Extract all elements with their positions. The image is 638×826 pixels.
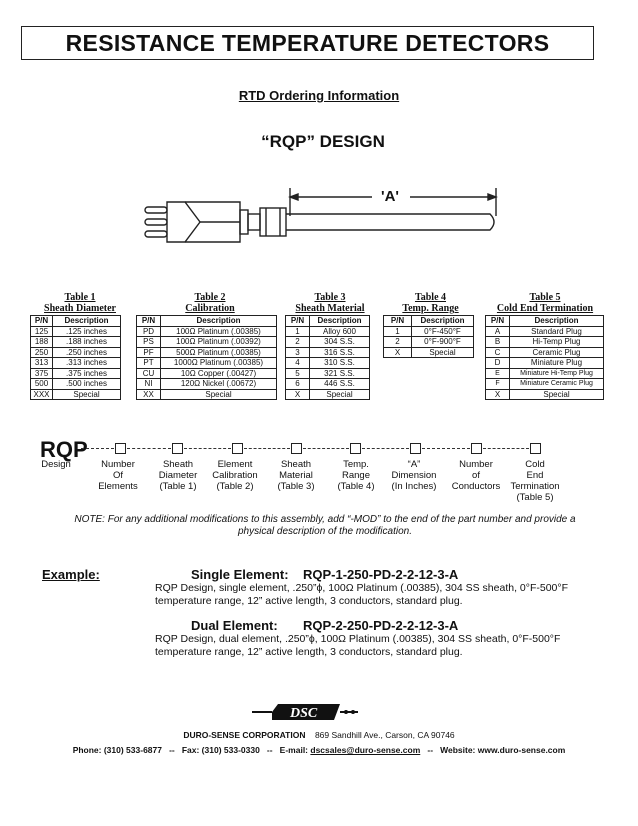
table-cell: Miniature Hi-Temp Plug <box>510 368 604 379</box>
table-header: P/N <box>486 316 510 327</box>
table-cell: 100Ω Platinum (.00385) <box>161 326 277 337</box>
table-cell: 2 <box>286 337 310 348</box>
table-row <box>486 337 604 348</box>
table-row <box>31 337 121 348</box>
table4-subtitle: Temp. Range <box>402 303 459 314</box>
table-cell: Miniature Ceramic Plug <box>510 379 604 390</box>
table-cell: B <box>486 337 510 348</box>
table-header: P/N <box>137 316 161 327</box>
fax: Fax: (310) 533-0330 <box>181 745 260 755</box>
table-header: P/N <box>384 316 412 327</box>
table-cell: Miniature Plug <box>510 358 604 369</box>
code-label-design: Design <box>41 459 71 470</box>
code-box <box>172 443 183 454</box>
table-cell: Hi-Temp Plug <box>510 337 604 348</box>
table-cell: 1 <box>286 326 310 337</box>
table-cell: .500 inches <box>53 379 121 390</box>
table-cell: 321 S.S. <box>310 368 370 379</box>
table-row <box>286 337 370 348</box>
code-dash <box>362 448 409 449</box>
code-box <box>232 443 243 454</box>
table-cell: 1 <box>384 326 412 337</box>
table-cell: 0°F-900°F <box>412 337 474 348</box>
table-cell: Alloy 600 <box>310 326 370 337</box>
table-cell: 446 S.S. <box>310 379 370 390</box>
code-box <box>350 443 361 454</box>
table-header: Description <box>412 316 474 327</box>
separator: -- <box>266 745 273 755</box>
table-cell: 5 <box>286 368 310 379</box>
table-cell: 1000Ω Platinum (.00385) <box>161 358 277 369</box>
table-row <box>384 347 474 358</box>
table-cell: .250 inches <box>53 347 121 358</box>
table-cell: .188 inches <box>53 337 121 348</box>
table-cell: 304 S.S. <box>310 337 370 348</box>
email-link[interactable]: dscsales@duro-sense.com <box>310 745 421 755</box>
table1-subtitle: Sheath Diameter <box>44 303 116 314</box>
table5-heading <box>484 292 606 314</box>
table-row <box>486 389 604 400</box>
table-row <box>137 347 277 358</box>
table-row <box>31 389 121 400</box>
table-row <box>384 337 474 348</box>
table-cell: CU <box>137 368 161 379</box>
table-cell: C <box>486 347 510 358</box>
table-row <box>286 379 370 390</box>
table-cell: XXX <box>31 389 53 400</box>
example2-title: Dual Element: <box>191 618 278 633</box>
logo-text: DSC <box>290 706 318 721</box>
dimension-a-label: 'A' <box>381 188 399 205</box>
table-row <box>31 358 121 369</box>
code-label-a-dimension: “A” Dimension (In Inches) <box>391 459 437 492</box>
example-heading: Example: <box>42 567 100 582</box>
table-cell: PT <box>137 358 161 369</box>
table-cell: 375 <box>31 368 53 379</box>
table-cell: Special <box>53 389 121 400</box>
email-label: E-mail: <box>279 745 309 755</box>
table-row <box>137 379 277 390</box>
table-cell: Special <box>310 389 370 400</box>
table-row <box>286 389 370 400</box>
title-banner <box>21 26 594 60</box>
table-cell: 100Ω Platinum (.00392) <box>161 337 277 348</box>
code-label-calibration: Element Calibration (Table 2) <box>212 459 258 492</box>
footer-contact-line <box>0 745 638 755</box>
table-row <box>137 337 277 348</box>
table2-subtitle: Calibration <box>185 303 235 314</box>
part-code-prefix: RQP <box>40 437 88 462</box>
table-cell: Ceramic Plug <box>510 347 604 358</box>
design-title: “RQP” DESIGN <box>261 132 385 151</box>
table-cell: 2 <box>384 337 412 348</box>
table-row <box>31 379 121 390</box>
table2-calibration <box>136 315 277 400</box>
table-row <box>31 347 121 358</box>
table-cell: D <box>486 358 510 369</box>
code-dash <box>303 448 349 449</box>
table-row <box>31 326 121 337</box>
table-cell: 125 <box>31 326 53 337</box>
code-label-diameter: Sheath Diameter (Table 1) <box>158 459 198 492</box>
table4-heading <box>383 292 478 314</box>
example1-code: RQP-1-250-PD-2-2-12-3-A <box>303 567 459 582</box>
table-row <box>286 358 370 369</box>
code-dash <box>127 448 171 449</box>
company-address: 869 Sandhill Ave., Carson, CA 90746 <box>314 730 455 740</box>
website: Website: www.duro-sense.com <box>440 745 566 755</box>
table-cell: X <box>286 389 310 400</box>
table-cell: 250 <box>31 347 53 358</box>
table-row <box>486 347 604 358</box>
code-label-material: Sheath Material (Table 3) <box>277 459 315 492</box>
code-dash <box>184 448 231 449</box>
table-row <box>286 326 370 337</box>
table-cell: XX <box>137 389 161 400</box>
table1-title: Table 1 <box>64 292 96 303</box>
code-box <box>530 443 541 454</box>
code-dash <box>422 448 470 449</box>
phone: Phone: (310) 533-6877 <box>72 745 162 755</box>
table1-heading <box>30 292 130 314</box>
table-cell: Special <box>412 347 474 358</box>
table-cell: 10Ω Copper (.00427) <box>161 368 277 379</box>
table-cell: 4 <box>286 358 310 369</box>
table-row <box>486 358 604 369</box>
table5-cold-end-termination <box>485 315 604 400</box>
table-cell: PF <box>137 347 161 358</box>
example2-description: RQP Design, dual element, .250”ϕ, 100Ω Platinum (.00385), 304 SS sheath, 0°F-500°F temperature range, 12” active length, 3 conductors, standard plug. <box>155 633 561 658</box>
table-cell: Special <box>510 389 604 400</box>
example1-title: Single Element: <box>191 567 289 582</box>
table-row <box>286 368 370 379</box>
rtd-probe-drawing <box>140 180 510 260</box>
table-cell: 6 <box>286 379 310 390</box>
table-row <box>486 368 604 379</box>
table-cell: PD <box>137 326 161 337</box>
code-box <box>115 443 126 454</box>
table1-sheath-diameter <box>30 315 121 400</box>
table4-title: Table 4 <box>414 292 447 303</box>
code-box <box>410 443 421 454</box>
table-cell: 0°F-450°F <box>412 326 474 337</box>
table-row <box>31 368 121 379</box>
table-cell: A <box>486 326 510 337</box>
table-cell: 500 <box>31 379 53 390</box>
table-cell: X <box>486 389 510 400</box>
table-cell: 500Ω Platinum (.00385) <box>161 347 277 358</box>
table-header: Description <box>53 316 121 327</box>
table-cell: Standard Plug <box>510 326 604 337</box>
table-header: Description <box>161 316 277 327</box>
code-dash <box>244 448 290 449</box>
example1-description: RQP Design, single element, .250”ϕ, 100Ω Platinum (.00385), 304 SS sheath, 0°F-500°F temperature range, 12” active length, 3 conductors, standard plug. <box>155 582 568 607</box>
table-header: Description <box>310 316 370 327</box>
code-label-conductors: Number of Conductors <box>451 459 501 492</box>
separator: -- <box>169 745 175 755</box>
table-row <box>137 358 277 369</box>
table-cell: .125 inches <box>53 326 121 337</box>
table-header: P/N <box>286 316 310 327</box>
table-header: Description <box>510 316 604 327</box>
table2-heading <box>135 292 285 314</box>
table-cell: 310 S.S. <box>310 358 370 369</box>
modification-note: NOTE: For any additional modifications to this assembly, add “-MOD” to the end of the part number and provide a physical description of the modification. <box>74 514 576 537</box>
code-box <box>291 443 302 454</box>
table-row <box>384 326 474 337</box>
footer-company-line <box>0 730 638 740</box>
table-row <box>137 389 277 400</box>
section-subtitle: RTD Ordering Information <box>238 88 400 103</box>
table-cell: 3 <box>286 347 310 358</box>
example2-code: RQP-2-250-PD-2-2-12-3-A <box>303 618 459 633</box>
table-cell: F <box>486 379 510 390</box>
company-name: DURO-SENSE CORPORATION <box>183 730 306 740</box>
table-cell: NI <box>137 379 161 390</box>
table-cell: Special <box>161 389 277 400</box>
code-box <box>471 443 482 454</box>
page-title: RESISTANCE TEMPERATURE DETECTORS <box>65 30 550 56</box>
table-cell: 316 S.S. <box>310 347 370 358</box>
table-header: P/N <box>31 316 53 327</box>
table-cell: .313 inches <box>53 358 121 369</box>
code-label-temp-range: Temp. Range (Table 4) <box>337 459 375 492</box>
code-label-termination: Cold End Termination (Table 5) <box>510 459 560 503</box>
table-cell: 313 <box>31 358 53 369</box>
table-cell: 188 <box>31 337 53 348</box>
table-row <box>137 326 277 337</box>
table3-heading <box>285 292 375 314</box>
table-cell: 120Ω Nickel (.00672) <box>161 379 277 390</box>
table4-temp-range <box>383 315 474 358</box>
table-row <box>486 379 604 390</box>
code-dash <box>483 448 529 449</box>
table-row <box>137 368 277 379</box>
code-dash <box>81 448 114 449</box>
table-cell: .375 inches <box>53 368 121 379</box>
table-row <box>286 347 370 358</box>
table3-title: Table 3 <box>314 292 346 303</box>
table-cell: PS <box>137 337 161 348</box>
table5-title: Table 5 <box>529 292 561 303</box>
table3-subtitle: Sheath Material <box>295 303 365 314</box>
table-cell: X <box>384 347 412 358</box>
table5-subtitle: Cold End Termination <box>496 303 594 314</box>
table2-title: Table 2 <box>194 292 226 303</box>
table-row <box>486 326 604 337</box>
company-logo <box>250 700 360 724</box>
table3-sheath-material <box>285 315 370 400</box>
separator: -- <box>427 745 434 755</box>
code-label-elements: Number Of Elements <box>98 459 138 492</box>
table-cell: E <box>486 368 510 379</box>
